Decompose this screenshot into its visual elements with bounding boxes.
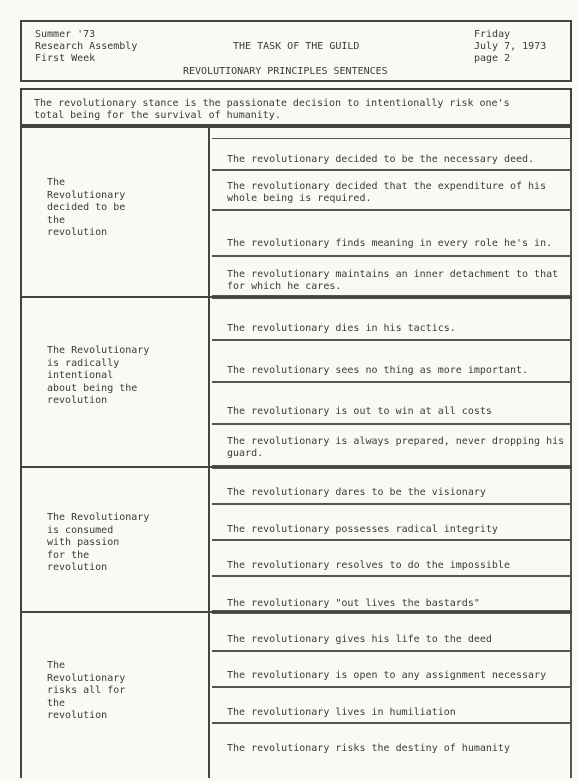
column-divider [208, 126, 210, 778]
principle-sentence: The revolutionary maintains an inner detachment to that for which he cares. [227, 269, 559, 292]
intro-statement: The revolutionary stance is the passionate decision to intentionally risk one's total being for the survival of humanity. [34, 98, 510, 121]
principle-sentence: The revolutionary gives his life to the deed [227, 634, 492, 645]
principle-sentence: The revolutionary sees no thing as more important. [227, 365, 529, 376]
principle-sentence: The revolutionary "out lives the bastards" [227, 598, 480, 609]
principle-sentence: The revolutionary possesses radical integrity [227, 524, 498, 535]
principle-sentence: The revolutionary lives in humiliation [227, 707, 456, 718]
header-left-line-3: First Week [35, 53, 96, 64]
principle-sentence: The revolutionary decided to be the necessary deed. [227, 154, 535, 165]
header-right-line-2: July 7, 1973 [474, 41, 547, 52]
principle-sentence: The revolutionary resolves to do the impossible [227, 560, 510, 571]
group-label: The Revolutionary is radically intentional about being the revolution [47, 345, 150, 406]
principle-sentence: The revolutionary risks the destiny of humanity [227, 743, 510, 754]
principle-sentence: The revolutionary finds meaning in every role he's in. [227, 238, 553, 249]
header-left-line-1: Summer '73 [35, 29, 96, 40]
principle-sentence: The revolutionary is always prepared, never dropping his guard. [227, 436, 565, 459]
document-title: THE TASK OF THE GUILD [233, 41, 360, 52]
principle-sentence: The revolutionary is out to win at all costs [227, 406, 492, 417]
principle-sentence: The revolutionary dies in his tactics. [227, 323, 456, 334]
header-left-line-2: Research Assembly [35, 41, 138, 52]
group-label: The Revolutionary risks all for the revolution [47, 660, 126, 721]
document-subtitle: REVOLUTIONARY PRINCIPLES SENTENCES [183, 66, 388, 77]
header-right-line-3: page 2 [474, 53, 511, 64]
group-label: The Revolutionary decided to be the revolution [47, 177, 126, 238]
principle-sentence: The revolutionary decided that the expenditure of his whole being is required. [227, 181, 547, 204]
group-label: The Revolutionary is consumed with passion for the revolution [47, 512, 150, 573]
principle-sentence: The revolutionary dares to be the visionary [227, 487, 486, 498]
principle-sentence: The revolutionary is open to any assignment necessary [227, 670, 547, 681]
header-right-line-1: Friday [474, 29, 511, 40]
